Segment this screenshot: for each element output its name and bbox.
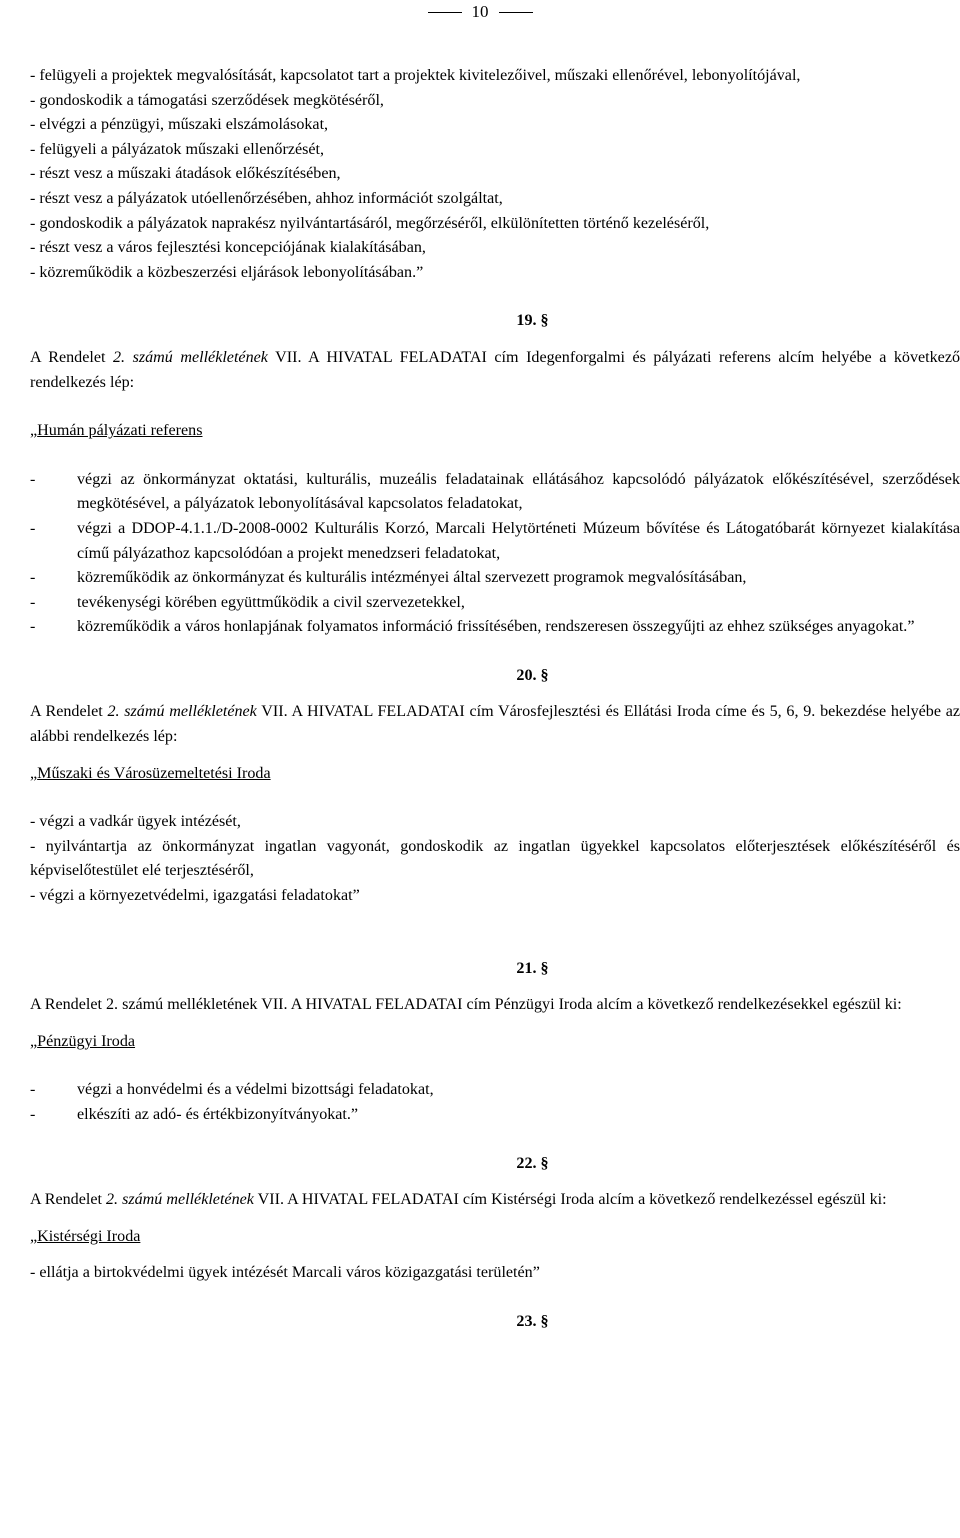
list-item: - részt vesz a város fejlesztési koncepciójának kialakításában, <box>30 239 426 257</box>
list-item: - elvégzi a pénzügyi, műszaki elszámolásokat, <box>30 116 329 134</box>
section-number-22: 22. § <box>516 1154 549 1172</box>
list-item: - végzi az önkormányzat oktatási, kulturális, muzeális feladatainak ellátásához kapcsolódó pályázatok előkészítésével, szerződések megkötésével, a pályázatok lebonyolításával kapcsolatos feladatokat, <box>30 470 960 513</box>
section-21-list <box>30 1078 960 1127</box>
document-body <box>30 64 960 1335</box>
list-item: - ellátja a birtokvédelmi ügyek intézését Marcali város közigazgatási területén” <box>30 1264 540 1282</box>
section-21-heading: „Pénzügyi Iroda <box>30 1032 136 1050</box>
list-item: - elkészíti az adó- és értékbizonyítványokat.” <box>30 1106 359 1123</box>
list-item: - felügyeli a projektek megvalósítását, kapcsolatot tart a projektek kivitelezőivel, műszaki ellenőrével, lebonyolítójával, <box>30 67 801 84</box>
list-item: - részt vesz a pályázatok utóellenőrzésében, ahhoz információt szolgáltat, <box>30 189 503 207</box>
list-item: - nyilvántartja az önkormányzat ingatlan vagyonát, gondoskodik az ingatlan ügyekkel kapcsolatos előterjesztések előkészítéséről és képviselőtestület elé terjesztéséről, <box>30 837 960 880</box>
list-item: - gondoskodik a támogatási szerződések megkötéséről, <box>30 91 384 109</box>
section-22-heading: „Kistérségi Iroda <box>30 1227 141 1245</box>
section-number-19: 19. § <box>516 312 549 330</box>
page-number-dash-left <box>428 12 462 13</box>
section-19-heading: „Humán pályázati referens <box>30 422 203 440</box>
section-number-21: 21. § <box>516 959 549 977</box>
section-19-intro: A Rendelet 2. számú mellékletének VII. A HIVATAL FELADATAI cím Idegenforgalmi és pályázati referens alcím helyébe a következő rendelkezés lép: <box>30 348 960 391</box>
list-item: - közreműködik a város honlapjának folyamatos információ frissítésében, rendszeresen összegyűjti az ehhez szükséges anyagokat.” <box>30 618 915 636</box>
list-item: - végzi a környezetvédelmi, igazgatási feladatokat” <box>30 887 360 905</box>
section-21-intro: A Rendelet 2. számú mellékletének VII. A HIVATAL FELADATAI cím Pénzügyi Iroda alcím a következő rendelkezésekkel egészül ki: <box>30 996 902 1014</box>
list-item: - végzi a vadkár ügyek intézését, <box>30 813 241 831</box>
list-item: - gondoskodik a pályázatok naprakész nyilvántartásáról, megőrzéséről, elkülönítetten történő kezeléséről, <box>30 214 710 232</box>
page-number-dash-right <box>499 12 533 13</box>
page-number <box>0 2 960 22</box>
list-item: - közreműködik az önkormányzat és kulturális intézményei által szervezett programok megvalósításában, <box>30 569 747 587</box>
list-item: - tevékenységi körében együttműködik a civil szervezetekkel, <box>30 593 465 611</box>
section-19-list <box>30 468 960 640</box>
section-20-list <box>30 810 960 908</box>
list-item: - közreműködik a közbeszerzési eljárások lebonyolításában.” <box>30 263 424 281</box>
section-number-23: 23. § <box>516 1312 549 1330</box>
section-number-20: 20. § <box>516 666 549 684</box>
list-item: - részt vesz a műszaki átadások előkészítésében, <box>30 165 341 183</box>
list-item: - végzi a DDOP-4.1.1./D-2008-0002 Kulturális Korzó, Marcali Helytörténeti Múzeum bővítése és Látogatóbarát környezet kialakítása című pályázathoz kapcsolódóan a projekt menedzseri feladatokat, <box>30 519 960 562</box>
section-20-intro: A Rendelet 2. számú mellékletének VII. A HIVATAL FELADATAI cím Városfejlesztési és Ellátási Iroda címe és 5, 6, 9. bekezdése helyébe az alábbi rendelkezés lép: <box>30 703 960 746</box>
section-22-intro: A Rendelet 2. számú mellékletének VII. A HIVATAL FELADATAI cím Kistérségi Iroda alcím a következő rendelkezéssel egészül ki: <box>30 1191 887 1209</box>
duties-list-continued <box>30 64 960 285</box>
section-20-heading: „Műszaki és Városüzemeltetési Iroda <box>30 764 271 782</box>
page-number-text: 10 <box>471 2 489 21</box>
list-item: - végzi a honvédelmi és a védelmi bizottsági feladatokat, <box>30 1081 434 1099</box>
list-item: - felügyeli a pályázatok műszaki ellenőrzését, <box>30 140 325 158</box>
